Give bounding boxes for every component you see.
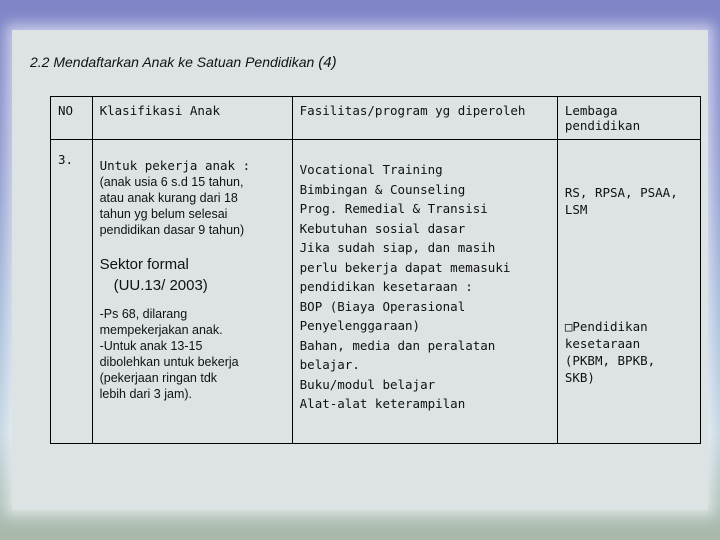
slide-title-text: 2.2 Mendaftarkan Anak ke Satuan Pendidikan xyxy=(30,54,315,70)
fasilitas-item: Jika sudah siap, dan masih xyxy=(299,240,496,255)
classification-table xyxy=(50,96,701,444)
lembaga-group-1 xyxy=(565,184,693,218)
detail-line: atau anak kurang dari 18 xyxy=(99,191,238,205)
table-row xyxy=(51,140,701,444)
fasilitas-item: Kebutuhan sosial dasar xyxy=(299,220,466,236)
lembaga-line: SKB) xyxy=(564,370,595,385)
lembaga-line: kesetaraan xyxy=(564,336,641,351)
lembaga-line: (PKBM, BPKB, xyxy=(564,353,656,368)
detail-line: (anak usia 6 s.d 15 tahun, xyxy=(99,175,244,189)
cell-lembaga xyxy=(557,140,700,444)
note-line: -Ps 68, dilarang xyxy=(99,307,188,321)
klasifikasi-lead: Untuk pekerja anak : xyxy=(99,158,251,173)
detail-line: tahun yg belum selesai xyxy=(99,207,228,221)
note-line: (pekerjaan ringan tdk xyxy=(99,371,218,385)
fasilitas-item: Vocational Training xyxy=(299,162,443,177)
lembaga-line: RS, RPSA, PSAA, xyxy=(564,185,678,200)
fasilitas-item: BOP (Biaya Operasional xyxy=(299,298,466,314)
fasilitas-list xyxy=(300,146,550,414)
header-lembaga: Lembaga pendidikan xyxy=(557,97,700,140)
fasilitas-item: Penyelenggaraan) xyxy=(299,318,421,333)
fasilitas-item: pendidikan kesetaraan : xyxy=(299,279,473,294)
klasifikasi-detail xyxy=(100,174,285,238)
fasilitas-item: Bahan, media dan peralatan xyxy=(299,337,496,353)
slide-title-number: (4) xyxy=(318,54,337,71)
sector-title: Sektor formal xyxy=(99,256,189,273)
sector-law: (UU.13/ 2003) xyxy=(113,277,208,294)
detail-line: pendidikan dasar 9 tahun) xyxy=(99,223,245,237)
header-no: NO xyxy=(51,97,93,140)
fasilitas-item: Alat-alat keterampilan xyxy=(299,396,466,411)
sector-block xyxy=(100,254,285,296)
note-line: lebih dari 3 jam). xyxy=(99,387,192,401)
fasilitas-item: Buku/modul belajar xyxy=(299,376,436,392)
note-line: mempekerjakan anak. xyxy=(99,323,223,337)
fasilitas-item: belajar. xyxy=(299,357,360,372)
fasilitas-item: Bimbingan & Counseling xyxy=(299,181,466,197)
lembaga-line: LSM xyxy=(564,202,588,217)
header-fasilitas: Fasilitas/program yg diperoleh xyxy=(292,97,557,140)
fasilitas-item: Prog. Remedial & Transisi xyxy=(299,201,488,216)
table-header-row xyxy=(51,97,701,140)
slide-title xyxy=(30,54,337,71)
header-klasifikasi: Klasifikasi Anak xyxy=(92,97,292,140)
lembaga-group-2 xyxy=(565,318,693,386)
row-number: 3. xyxy=(58,152,74,167)
klasifikasi-notes xyxy=(100,306,285,402)
fasilitas-item: perlu bekerja dapat memasuki xyxy=(299,259,511,275)
cell-klasifikasi xyxy=(92,140,292,444)
lembaga-line: □Pendidikan xyxy=(564,319,648,334)
cell-no xyxy=(51,140,93,444)
cell-fasilitas xyxy=(292,140,557,444)
note-line: dibolehkan untuk bekerja xyxy=(99,355,239,369)
note-line: -Untuk anak 13-15 xyxy=(99,339,203,353)
